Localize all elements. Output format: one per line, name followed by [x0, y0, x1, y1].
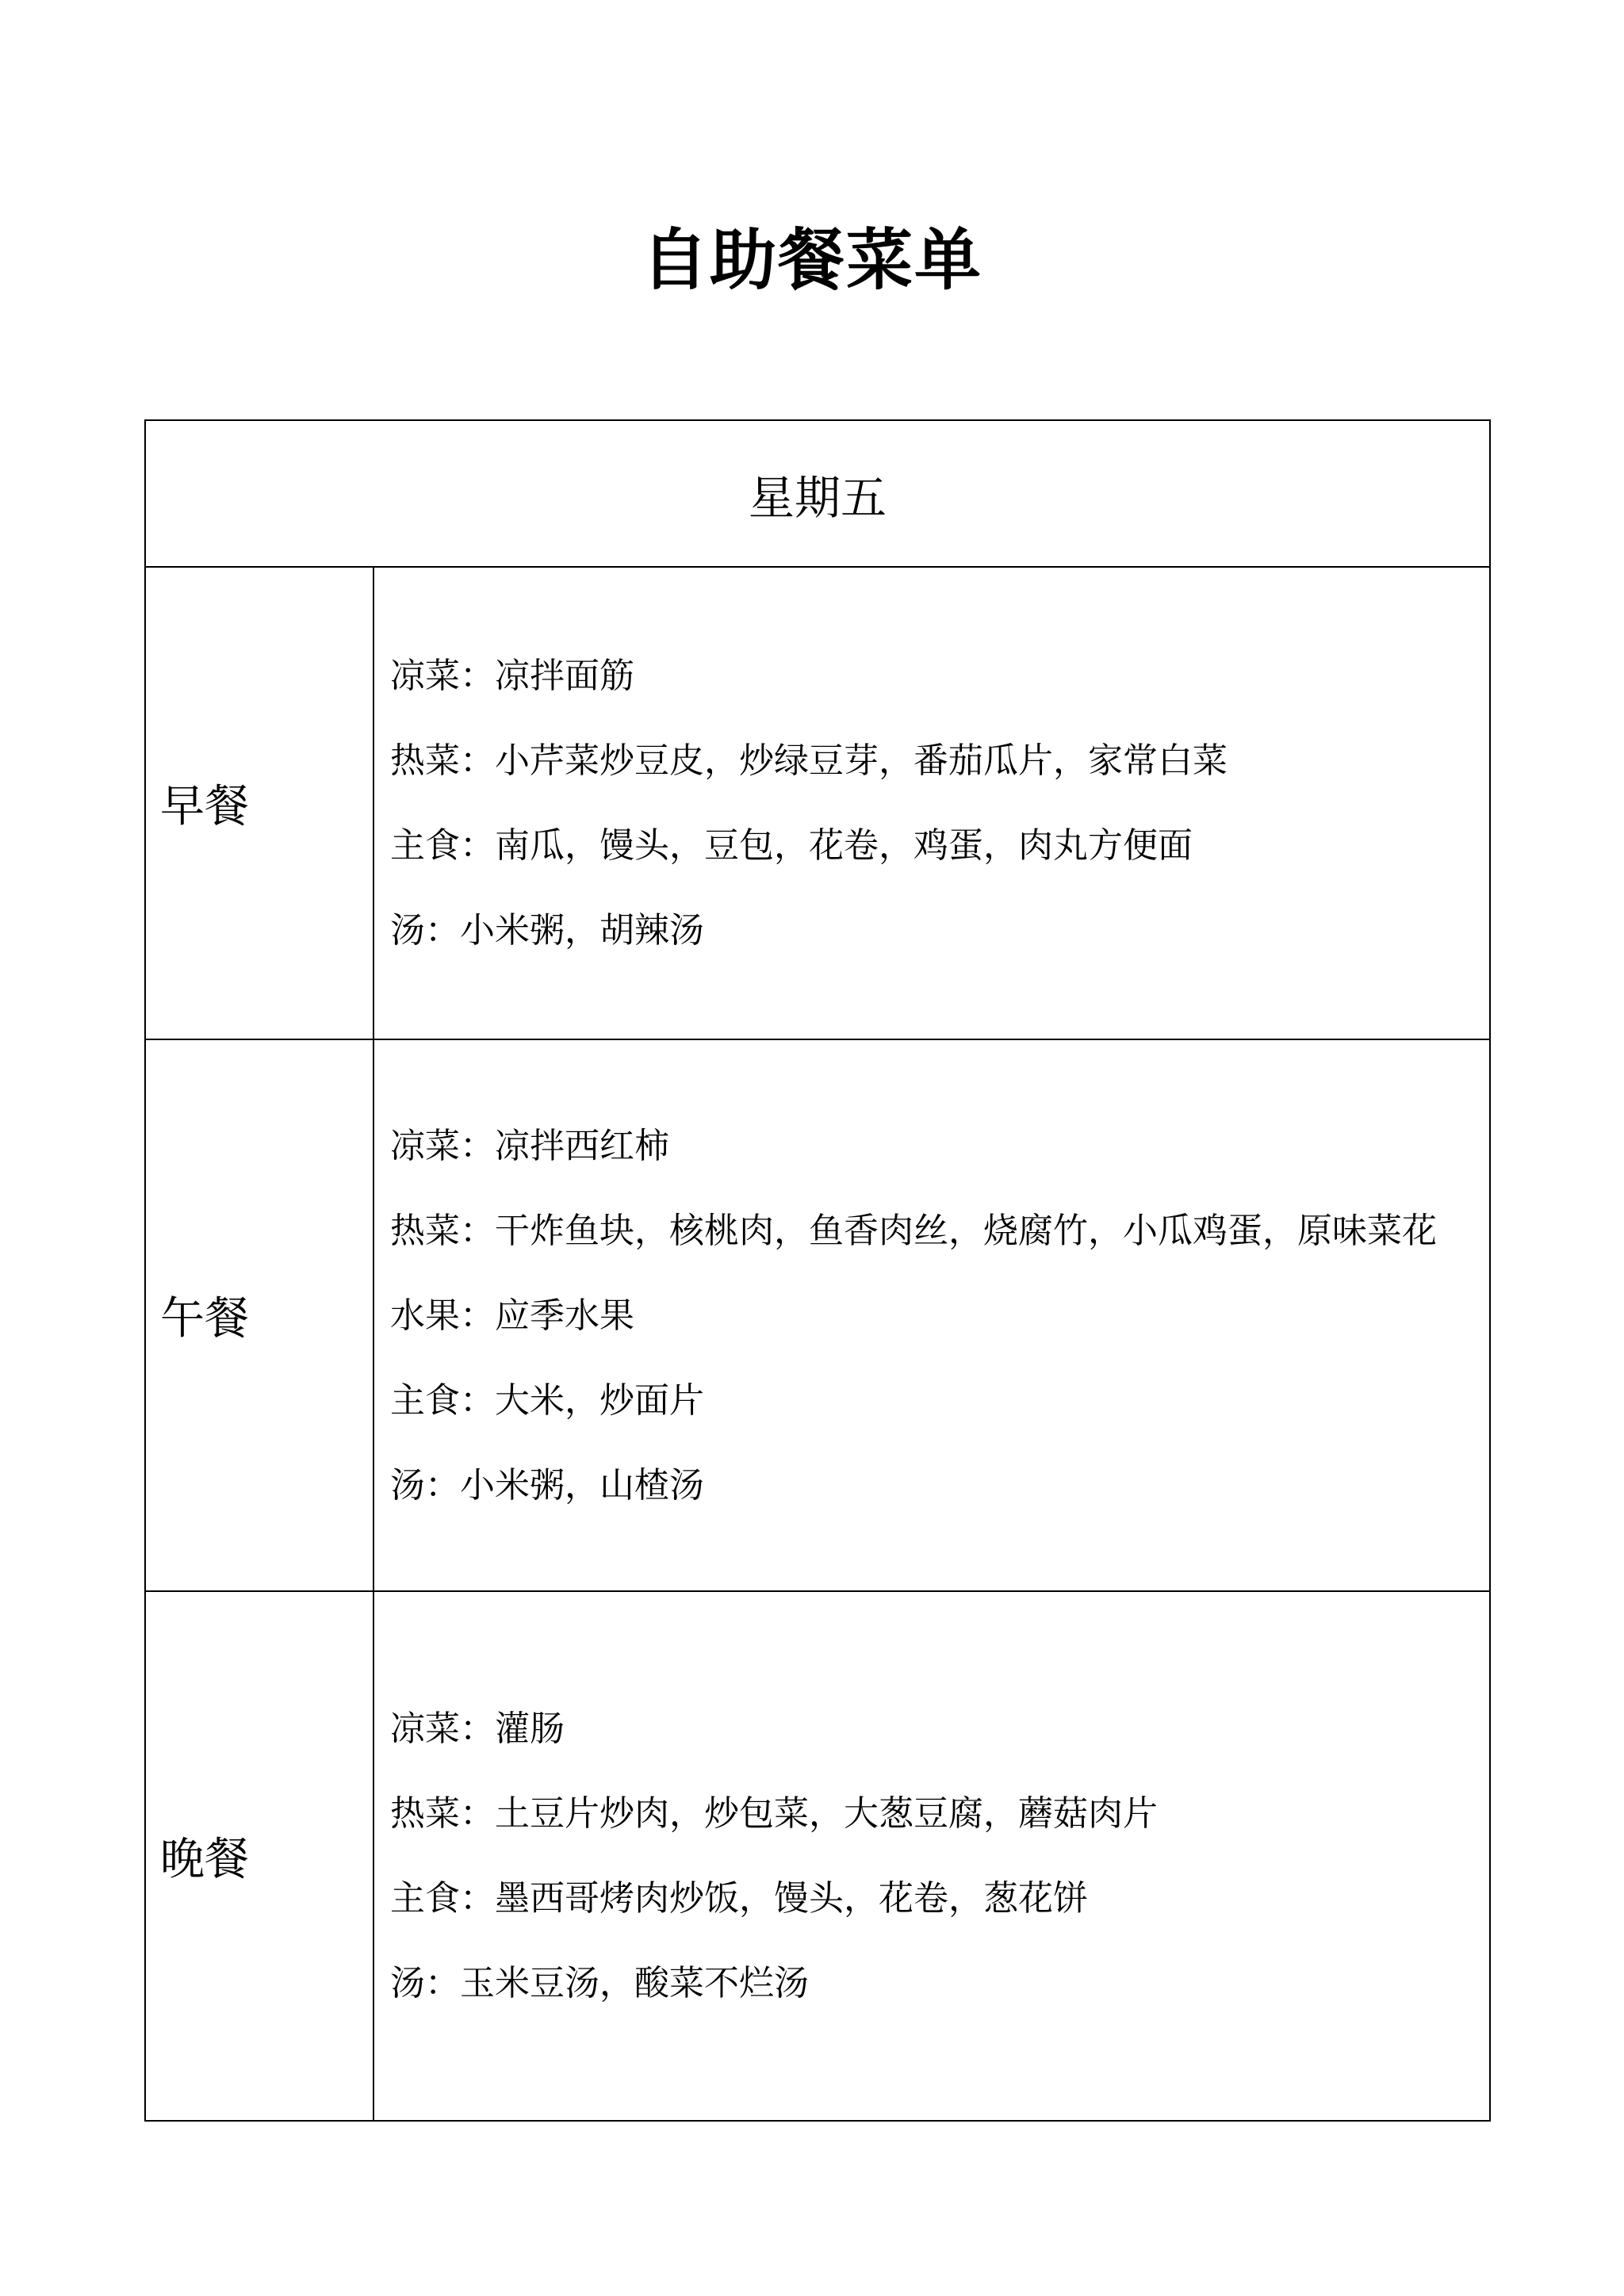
menu-item: 水果：应季水果	[390, 1295, 634, 1336]
meal-row-lunch	[145, 1039, 1490, 1591]
menu-table	[144, 419, 1491, 2122]
menu-item: 汤：小米粥，山楂汤	[390, 1464, 704, 1506]
menu-item: 主食：大米，炒面片	[390, 1380, 704, 1421]
menu-item: 热菜：小芹菜炒豆皮，炒绿豆芽，番茄瓜片，家常白菜	[390, 740, 1228, 781]
menu-item: 热菜：干炸鱼块，核桃肉，鱼香肉丝，烧腐竹，小瓜鸡蛋，原味菜花	[390, 1210, 1437, 1251]
meal-items-lunch	[373, 1039, 1490, 1591]
meal-label-breakfast: 早餐	[145, 567, 373, 1039]
meal-label-lunch: 午餐	[145, 1039, 373, 1591]
menu-item: 热菜：土豆片炒肉，炒包菜，大葱豆腐，蘑菇肉片	[390, 1793, 1158, 1834]
meal-items-dinner	[373, 1591, 1490, 2121]
meal-label-dinner: 晚餐	[145, 1591, 373, 2121]
menu-item: 凉菜：凉拌面筋	[390, 656, 634, 696]
menu-item: 汤：玉米豆汤，酸菜不烂汤	[390, 1963, 809, 2003]
day-row	[145, 420, 1490, 567]
meal-row-breakfast	[145, 567, 1490, 1039]
menu-item: 主食：南瓜，馒头，豆包，花卷，鸡蛋，肉丸方便面	[390, 825, 1193, 866]
menu-item: 主食：墨西哥烤肉炒饭，馒头，花卷，葱花饼	[390, 1878, 1088, 1919]
page-title: 自助餐菜单	[641, 221, 982, 299]
menu-item: 汤：小米粥，胡辣汤	[390, 910, 704, 951]
meal-row-dinner	[145, 1591, 1490, 2121]
menu-item: 凉菜：灌肠	[390, 1709, 565, 1749]
day-header: 星期五	[145, 420, 1490, 567]
meal-items-breakfast	[373, 567, 1490, 1039]
menu-item: 凉菜：凉拌西红柿	[390, 1125, 669, 1166]
